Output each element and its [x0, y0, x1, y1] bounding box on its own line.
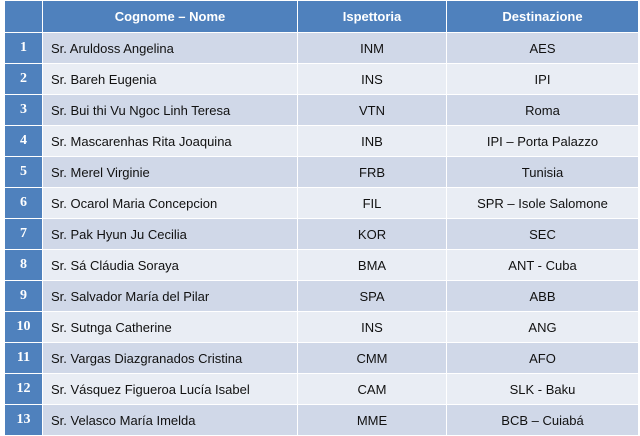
header-number [5, 1, 43, 33]
row-destinazione: AES [447, 33, 639, 64]
table-row [5, 281, 639, 312]
row-name: Sr. Aruldoss Angelina [43, 33, 298, 64]
header-name: Cognome – Nome [43, 1, 298, 33]
row-name: Sr. Vargas Diazgranados Cristina [43, 343, 298, 374]
row-ispettoria: INB [298, 126, 447, 157]
row-destinazione: SPR – Isole Salomone [447, 188, 639, 219]
row-name: Sr. Pak Hyun Ju Cecilia [43, 219, 298, 250]
table-row [5, 312, 639, 343]
row-number: 12 [5, 374, 43, 405]
row-name: Sr. Bui thi Vu Ngoc Linh Teresa [43, 95, 298, 126]
row-number: 9 [5, 281, 43, 312]
row-number: 7 [5, 219, 43, 250]
table-row [5, 188, 639, 219]
row-destinazione: SEC [447, 219, 639, 250]
row-ispettoria: INM [298, 33, 447, 64]
row-destinazione: IPI [447, 64, 639, 95]
table-body [5, 33, 639, 436]
table-row [5, 219, 639, 250]
row-number: 8 [5, 250, 43, 281]
table-row [5, 64, 639, 95]
row-name: Sr. Velasco María Imelda [43, 405, 298, 436]
row-name: Sr. Bareh Eugenia [43, 64, 298, 95]
row-destinazione: IPI – Porta Palazzo [447, 126, 639, 157]
table-row [5, 95, 639, 126]
row-ispettoria: VTN [298, 95, 447, 126]
header-row [5, 1, 639, 33]
row-destinazione: Roma [447, 95, 639, 126]
row-destinazione: ABB [447, 281, 639, 312]
row-destinazione: AFO [447, 343, 639, 374]
assignments-table [4, 0, 639, 436]
table-row [5, 157, 639, 188]
row-destinazione: ANG [447, 312, 639, 343]
row-name: Sr. Mascarenhas Rita Joaquina [43, 126, 298, 157]
row-ispettoria: KOR [298, 219, 447, 250]
row-number: 2 [5, 64, 43, 95]
row-destinazione: SLK - Baku [447, 374, 639, 405]
row-number: 3 [5, 95, 43, 126]
table-row [5, 33, 639, 64]
row-destinazione: ANT - Cuba [447, 250, 639, 281]
table-row [5, 343, 639, 374]
table-row [5, 126, 639, 157]
header-destinazione: Destinazione [447, 1, 639, 33]
row-number: 10 [5, 312, 43, 343]
row-name: Sr. Vásquez Figueroa Lucía Isabel [43, 374, 298, 405]
row-ispettoria: FRB [298, 157, 447, 188]
row-name: Sr. Sá Cláudia Soraya [43, 250, 298, 281]
header-ispettoria: Ispettoria [298, 1, 447, 33]
row-ispettoria: INS [298, 312, 447, 343]
table-row [5, 250, 639, 281]
row-number: 6 [5, 188, 43, 219]
row-ispettoria: SPA [298, 281, 447, 312]
row-destinazione: Tunisia [447, 157, 639, 188]
row-number: 1 [5, 33, 43, 64]
row-name: Sr. Salvador María del Pilar [43, 281, 298, 312]
row-ispettoria: BMA [298, 250, 447, 281]
row-ispettoria: CAM [298, 374, 447, 405]
row-ispettoria: MME [298, 405, 447, 436]
row-ispettoria: INS [298, 64, 447, 95]
table-row [5, 374, 639, 405]
row-number: 5 [5, 157, 43, 188]
row-name: Sr. Ocarol Maria Concepcion [43, 188, 298, 219]
row-number: 4 [5, 126, 43, 157]
row-ispettoria: FIL [298, 188, 447, 219]
row-ispettoria: CMM [298, 343, 447, 374]
row-number: 13 [5, 405, 43, 436]
row-destinazione: BCB – Cuiabá [447, 405, 639, 436]
row-name: Sr. Merel Virginie [43, 157, 298, 188]
row-name: Sr. Sutnga Catherine [43, 312, 298, 343]
row-number: 11 [5, 343, 43, 374]
